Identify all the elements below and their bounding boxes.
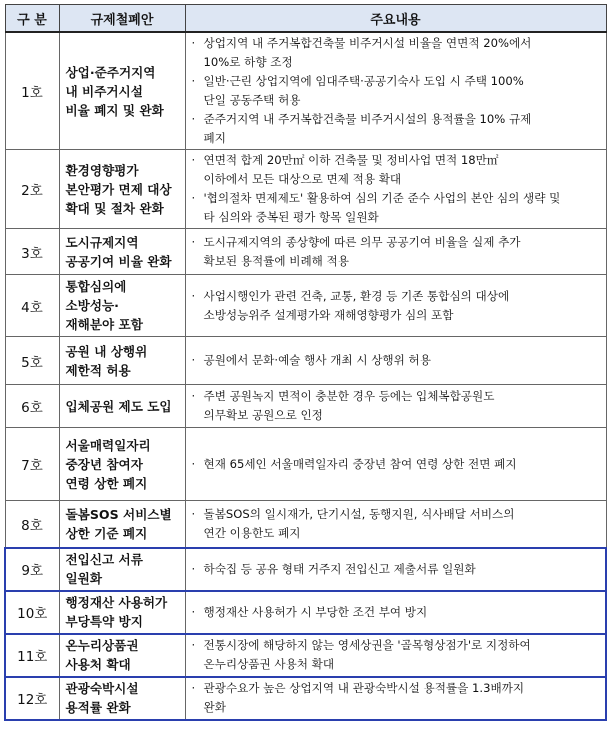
row-content (185, 591, 606, 634)
bullet-mark: · (191, 234, 196, 249)
content-line: 공원에서 문화·예술 행사 개최 시 상행위 허용 (203, 353, 431, 367)
bullet-mark: · (191, 506, 196, 521)
content-item (192, 636, 602, 674)
table-row (5, 150, 606, 229)
content-item (192, 151, 602, 189)
row-title-line: 관광숙박시설 (65, 681, 139, 696)
table-row (5, 428, 606, 501)
row-title-line: 확대 및 절차 완화 (65, 200, 164, 216)
content-item (192, 72, 602, 110)
row-content (185, 229, 606, 275)
content-line: 하숙집 등 공유 형태 거주지 전입신고 제출서류 일원화 (203, 561, 476, 576)
content-item (192, 603, 602, 622)
row-title (59, 634, 185, 677)
content-item (192, 189, 602, 227)
content-line: 소방성능위주 설계평가와 재해영향평가 심의 포함 (203, 307, 454, 322)
row-title (59, 150, 185, 229)
content-text (204, 151, 602, 189)
content-text (204, 287, 602, 325)
row-content (185, 634, 606, 677)
content-text (204, 679, 602, 717)
content-line: 연간 이용한도 폐지 (203, 525, 301, 540)
table-row (5, 591, 606, 634)
content-line: 현재 65세인 서울매력일자리 중장년 참여 연령 상한 전면 폐지 (203, 456, 517, 471)
content-line: 폐지 (203, 131, 226, 145)
content-line: 타 심의와 중복된 평가 항목 일원화 (203, 210, 379, 224)
row-title (59, 32, 185, 150)
bullet-mark: · (191, 36, 196, 50)
row-title-line: 입체공원 제도 도입 (65, 398, 172, 414)
row-title-line: 비율 폐지 및 완화 (65, 102, 164, 118)
bullet-mark: · (191, 681, 196, 695)
row-number: 11호 (5, 634, 59, 677)
row-title-line: 부당특약 방지 (65, 614, 143, 629)
table-body (5, 32, 606, 720)
row-number: 2호 (5, 150, 59, 229)
content-item (192, 110, 602, 148)
content-item (192, 560, 602, 579)
row-number: 12호 (5, 677, 59, 720)
header-content: 주요내용 (185, 5, 606, 33)
content-line: 온누리상품권 사용처 확대 (203, 657, 335, 671)
row-number: 9호 (5, 548, 59, 591)
header-proposal: 규제철폐안 (59, 5, 185, 33)
content-line: 일반·근린 상업지역에 임대주택·공공기숙사 도입 시 주택 100% (203, 74, 524, 88)
bullet-mark: · (191, 561, 196, 576)
row-title-line: 돌봄SOS 서비스별 (65, 506, 172, 522)
row-title-line: 상업·준주거지역 (65, 64, 156, 80)
content-line: 의무확보 공원으로 인정 (203, 408, 323, 422)
table-row (5, 385, 606, 428)
header-category: 구 분 (5, 5, 59, 33)
content-line: 관광수요가 높은 상업지역 내 관광숙박시설 용적률을 1.3배까지 (203, 681, 525, 695)
row-number: 8호 (5, 501, 59, 548)
row-content (185, 32, 606, 150)
content-text (204, 351, 602, 370)
content-text (204, 455, 602, 474)
row-title-line: 통합심의에 (65, 279, 127, 294)
row-title-line: 환경영향평가 (65, 162, 139, 178)
content-text (204, 505, 602, 543)
row-number: 4호 (5, 275, 59, 337)
content-line: 완화 (203, 700, 226, 714)
row-title-line: 서울매력일자리 (65, 437, 151, 453)
header-row (5, 5, 606, 33)
row-content (185, 337, 606, 385)
content-line: 확보된 용적률에 비례해 적용 (203, 253, 349, 268)
bullet-mark: · (191, 389, 196, 403)
table-row (5, 32, 606, 150)
row-content (185, 677, 606, 720)
content-text (204, 72, 602, 110)
row-title-line: 온누리상품권 (65, 638, 139, 653)
row-number: 1호 (5, 32, 59, 150)
row-title-line: 전입신고 서류 (65, 552, 143, 567)
row-title (59, 501, 185, 548)
row-title-line: 일원화 (65, 571, 102, 586)
content-text (204, 636, 602, 674)
content-item (192, 287, 602, 325)
content-line: 도시규제지역의 종상향에 따른 의무 공공기여 비율을 실제 추가 (203, 234, 521, 249)
row-title-line: 상한 기준 폐지 (65, 525, 148, 541)
table-row (5, 548, 606, 591)
bullet-mark: · (191, 112, 196, 126)
row-title-line: 행정재산 사용허가 (65, 595, 168, 610)
content-line: 단일 공동주택 허용 (203, 93, 301, 107)
row-number: 3호 (5, 229, 59, 275)
content-item (192, 455, 602, 474)
row-title (59, 275, 185, 337)
bullet-mark: · (191, 353, 196, 367)
content-line: 행정재산 사용허가 시 부당한 조건 부여 방지 (203, 604, 428, 619)
content-line: 연면적 합계 20만㎡ 이하 건축물 및 정비사업 면적 18만㎡ (203, 153, 499, 167)
row-title-line: 제한적 허용 (65, 362, 131, 378)
row-title (59, 591, 185, 634)
row-title-line: 도시규제지역 (65, 234, 139, 250)
row-content (185, 275, 606, 337)
bullet-mark: · (191, 191, 196, 205)
content-item (192, 233, 602, 271)
bullet-mark: · (191, 604, 196, 619)
content-item (192, 34, 602, 72)
row-number: 7호 (5, 428, 59, 501)
row-title (59, 428, 185, 501)
row-title-line: 본안평가 면제 대상 (65, 181, 172, 197)
row-title (59, 337, 185, 385)
row-title-line: 공공기여 비율 완화 (65, 253, 172, 269)
bullet-mark: · (191, 456, 196, 471)
row-title-line: 재해분야 포함 (65, 317, 143, 332)
row-title (59, 677, 185, 720)
content-line: 10%로 하향 조정 (203, 55, 293, 69)
content-line: 준주거지역 내 주거복합건축물 비주거시설의 용적률을 10% 규제 (203, 112, 532, 126)
row-title (59, 548, 185, 591)
table-row (5, 337, 606, 385)
table-row (5, 634, 606, 677)
row-title-line: 공원 내 상행위 (65, 343, 148, 359)
row-title-line: 사용처 확대 (65, 657, 131, 672)
bullet-mark: · (191, 74, 196, 88)
bullet-mark: · (191, 153, 196, 167)
table-row (5, 501, 606, 548)
content-text (204, 233, 602, 271)
content-item (192, 387, 602, 425)
content-line: '협의절차 면제제도' 활용하여 심의 기준 준수 사업의 본안 심의 생략 및 (203, 191, 561, 205)
content-text (204, 560, 602, 579)
row-title-line: 용적률 완화 (65, 700, 131, 715)
row-title-line: 내 비주거시설 (65, 83, 143, 99)
content-item (192, 505, 602, 543)
row-number: 5호 (5, 337, 59, 385)
row-title-line: 중장년 참여자 (65, 456, 143, 472)
content-line: 사업시행인가 관련 건축, 교통, 환경 등 기존 통합심의 대상에 (203, 288, 510, 303)
row-title-line: 소방성능· (65, 298, 119, 313)
row-content (185, 150, 606, 229)
table-row (5, 275, 606, 337)
content-item (192, 351, 602, 370)
content-text (204, 603, 602, 622)
content-text (204, 110, 602, 148)
row-title-line: 연령 상한 폐지 (65, 475, 148, 491)
content-line: 전통시장에 해당하지 않는 영세상권을 '골목형상점가'로 지정하여 (203, 638, 531, 652)
table-row (5, 229, 606, 275)
table-row (5, 677, 606, 720)
regulation-table (4, 4, 607, 721)
row-title (59, 385, 185, 428)
row-content (185, 428, 606, 501)
content-text (204, 34, 602, 72)
row-number: 10호 (5, 591, 59, 634)
row-number: 6호 (5, 385, 59, 428)
content-line: 돌봄SOS의 일시재가, 단기시설, 동행지원, 식사배달 서비스의 (203, 506, 515, 521)
bullet-mark: · (191, 288, 196, 303)
content-item (192, 679, 602, 717)
row-content (185, 501, 606, 548)
content-line: 이하에서 모든 대상으로 면제 적용 확대 (203, 172, 402, 186)
content-line: 상업지역 내 주거복합건축물 비주거시설 비율을 연면적 20%에서 (203, 36, 532, 50)
content-line: 주변 공원녹지 면적이 충분한 경우 등에는 입체복합공원도 (203, 389, 495, 403)
content-text (204, 189, 602, 227)
row-title (59, 229, 185, 275)
content-text (204, 387, 602, 425)
row-content (185, 385, 606, 428)
row-content (185, 548, 606, 591)
bullet-mark: · (191, 638, 196, 652)
